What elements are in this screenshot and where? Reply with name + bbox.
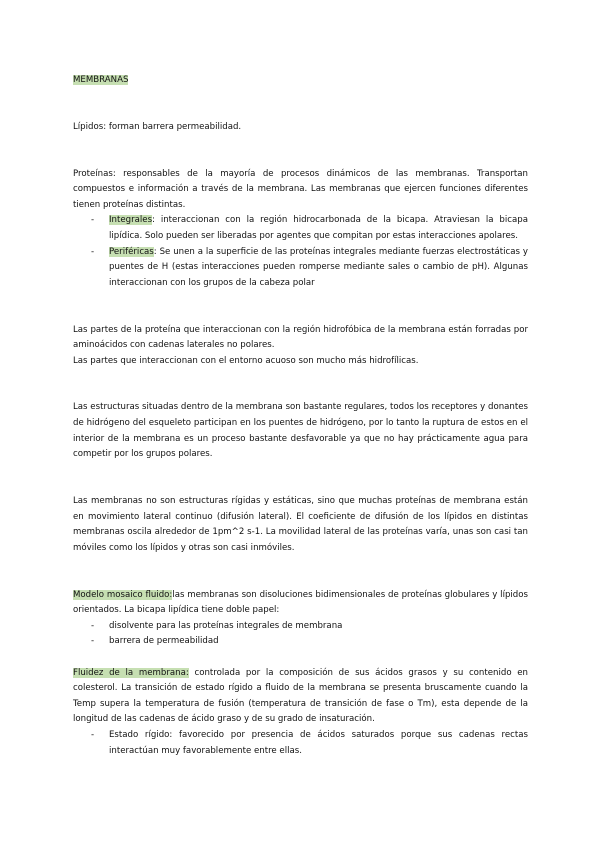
list-item <box>73 619 528 635</box>
fluidez-paragraph <box>73 666 528 728</box>
proteinas-paragraph: Proteínas: responsables de la mayoría de procesos dinámicos de las membranas. Transportan compuestos e información a través de la membrana. Las membranas que ejercen funciones diferentes tienen proteínas distintas. <box>73 168 528 210</box>
modelo-term: Modelo mosaico fluido: <box>73 589 173 600</box>
dash: - <box>91 215 95 226</box>
partes-paragraph-2: Las partes que interaccionan con el entorno acuoso son mucho más hidrofílicas. <box>73 355 419 366</box>
dash: - <box>91 636 95 647</box>
fluidez-text: controlada por la composición de sus ácidos grasos y su contenido en colesterol. La transición de estado rígido a fluido de la membrana se presenta bruscamente cuando la Temp supera la temperatura de fusión (temperatura de transición de fase o Tm), esta depende de la longitud de las cadenas de ácido graso y de su grado de insaturación. <box>73 667 529 725</box>
list-item-perifericas <box>73 245 528 292</box>
partes-paragraph-1: Las partes de la proteína que interaccionan con la región hidrofóbica de la membrana están forradas por aminoácidos con cadenas laterales no polares. <box>73 324 528 351</box>
modelo-text: las membranas son disoluciones bidimensionales de proteínas globulares y lípidos orientados. La bicapa lipídica tiene doble papel: <box>73 589 528 616</box>
lipidos-paragraph: Lípidos: forman barrera permeabilidad. <box>73 121 242 132</box>
dash: - <box>91 246 95 257</box>
perifericas-term: Periféricas <box>109 246 154 257</box>
integrales-term: Integrales <box>109 215 153 226</box>
estructuras-paragraph: Las estructuras situadas dentro de la membrana son bastante regulares, todos los receptores y donantes de hidrógeno del esqueleto participan en los puentes de hidrógeno, por lo tanto la ruptura de estos en el interior de la membrana es un proceso bastante desfavorable ya que no hay prácticamente agua para competir por los grupos polares. <box>73 402 528 460</box>
title-text: MEMBRANAS <box>73 75 129 85</box>
list-item <box>73 634 528 650</box>
integrales-text: : interaccionan con la región hidrocarbonada de la bicapa. Atraviesan la bicapa lipídica. Solo pueden ser liberadas por agentes que compitan por estas interacciones apolares. <box>109 215 528 241</box>
list-item-text: disolvente para las proteínas integrales de membrana <box>109 620 343 631</box>
fluidez-term: Fluidez de la membrana: <box>73 667 189 678</box>
modelo-list <box>73 619 528 650</box>
estado-rigido-text: Estado rígido: favorecido por presencia de ácidos saturados porque sus cadenas rectas interactúan muy favorablemente entre ellas. <box>109 729 528 756</box>
modelo-paragraph <box>73 588 528 619</box>
dash: - <box>91 620 95 631</box>
fluidez-list <box>73 728 528 759</box>
title <box>73 73 528 89</box>
document-body <box>73 73 528 759</box>
list-item-text: barrera de permeabilidad <box>109 636 219 647</box>
proteinas-list <box>73 213 528 291</box>
list-item-estado-rigido <box>73 728 528 759</box>
no-rigidas-paragraph: Las membranas no son estructuras rígidas y estáticas, sino que muchas proteínas de membrana están en movimiento lateral continuo (difusión lateral). El coeficiente de difusión de los lípidos en distintas membranas oscila alrededor de 1pm^2 s-1. La movilidad lateral de las proteínas varía, unas son casi tan móviles como los lípidos y otras son casi inmóviles. <box>73 496 528 553</box>
list-item-integrales <box>73 213 528 244</box>
dash: - <box>91 729 95 740</box>
perifericas-text: : Se unen a la superficie de las proteínas integrales mediante fuerzas electrostáticas y puentes de H (estas interacciones pueden romperse mediante sales o cambio de pH). Algunas interaccionan con los grupos de la cabeza polar <box>109 246 528 288</box>
